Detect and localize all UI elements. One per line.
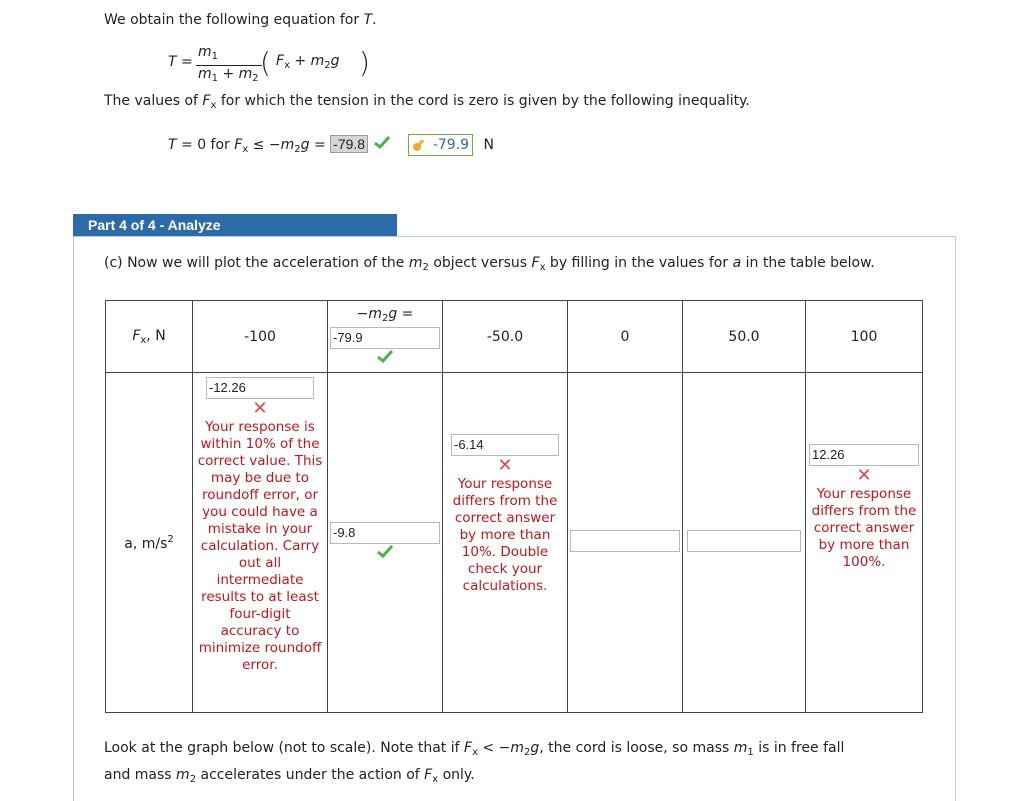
check-icon [328, 349, 442, 369]
a-input-4[interactable] [570, 530, 680, 552]
inequality-prefix: T = 0 for $F_x \le -m_2g$ = [168, 137, 326, 155]
feedback-text-6: Your response differs from the correct answer by more than 100%. [811, 486, 917, 570]
fx-cell-4: 0 [568, 301, 683, 373]
bottom-text-line1: Look at the graph below (not to scale). Note that if $F_x < -m_2g$, the cord is loose, so mass $m_1$ is in free fall [104, 740, 845, 758]
a-cell-4 [568, 373, 683, 713]
check-icon [328, 544, 442, 564]
x-mark-icon: ✕ [856, 465, 872, 486]
fx-cell-5: 50.0 [683, 301, 806, 373]
fx-cell-1: -100 [193, 301, 328, 373]
unit-label: N [483, 137, 494, 153]
a-input-5[interactable] [687, 530, 801, 552]
correct-answer-value: -79.9 [432, 137, 470, 153]
part-right-border [955, 236, 956, 801]
part-c-text: (c) Now we will plot the acceleration of the $m_2$ object versus $F_x$ by filling in the values for a in the table below. [104, 255, 875, 273]
correct-answer-box [408, 134, 473, 156]
entered-answer[interactable]: -79.8 [330, 135, 368, 153]
part-header: Part 4 of 4 - Analyze [73, 214, 397, 236]
inequality-intro: The values of $F_x$ for which the tension in the cord is zero is given by the following inequality. [104, 93, 750, 111]
row-label-a: a, $m/s^2$ [106, 373, 193, 713]
a-row [106, 373, 923, 713]
minus-m2g-label: $-m_2g$ = [356, 306, 414, 324]
a-cell-2 [328, 373, 443, 713]
fx-cell-2 [328, 301, 443, 373]
bottom-text-line2: and mass $m_2$ accelerates under the action of $F_x$ only. [104, 767, 475, 785]
a-input-6[interactable]: 12.26 [809, 444, 919, 466]
a-cell-3 [443, 373, 568, 713]
fx-cell-3: -50.0 [443, 301, 568, 373]
fx-row [106, 301, 923, 373]
check-icon [373, 135, 391, 153]
a-input-2[interactable]: -9.8 [330, 522, 440, 544]
x-mark-icon: ✕ [497, 455, 513, 476]
a-input-1[interactable]: -12.26 [206, 377, 314, 399]
fx-input-minus-m2g[interactable]: -79.9 [330, 327, 440, 349]
key-icon [412, 136, 428, 152]
a-cell-6 [806, 373, 923, 713]
feedback-text-3: Your response differs from the correct answer by more than 10%. Double check your calculations. [452, 476, 558, 594]
a-cell-5 [683, 373, 806, 713]
data-table [105, 300, 923, 713]
equation-intro: We obtain the following equation for T. [104, 12, 377, 28]
a-input-3[interactable]: -6.14 [451, 434, 559, 456]
a-cell-1 [193, 373, 328, 713]
feedback-text-1: Your response is within 10% of the correct value. This may be due to roundoff error, or you could have a mistake in your calculation. Carry out all intermediate results to at least four-digit accuracy to minimize roundoff error. [197, 419, 323, 673]
x-mark-icon: ✕ [252, 398, 268, 419]
part-divider [73, 236, 956, 237]
fx-cell-6: 100 [806, 301, 923, 373]
row-label-fx: $F_x$, N [106, 301, 193, 373]
inequality-line [168, 134, 494, 156]
part-left-border [73, 236, 74, 801]
